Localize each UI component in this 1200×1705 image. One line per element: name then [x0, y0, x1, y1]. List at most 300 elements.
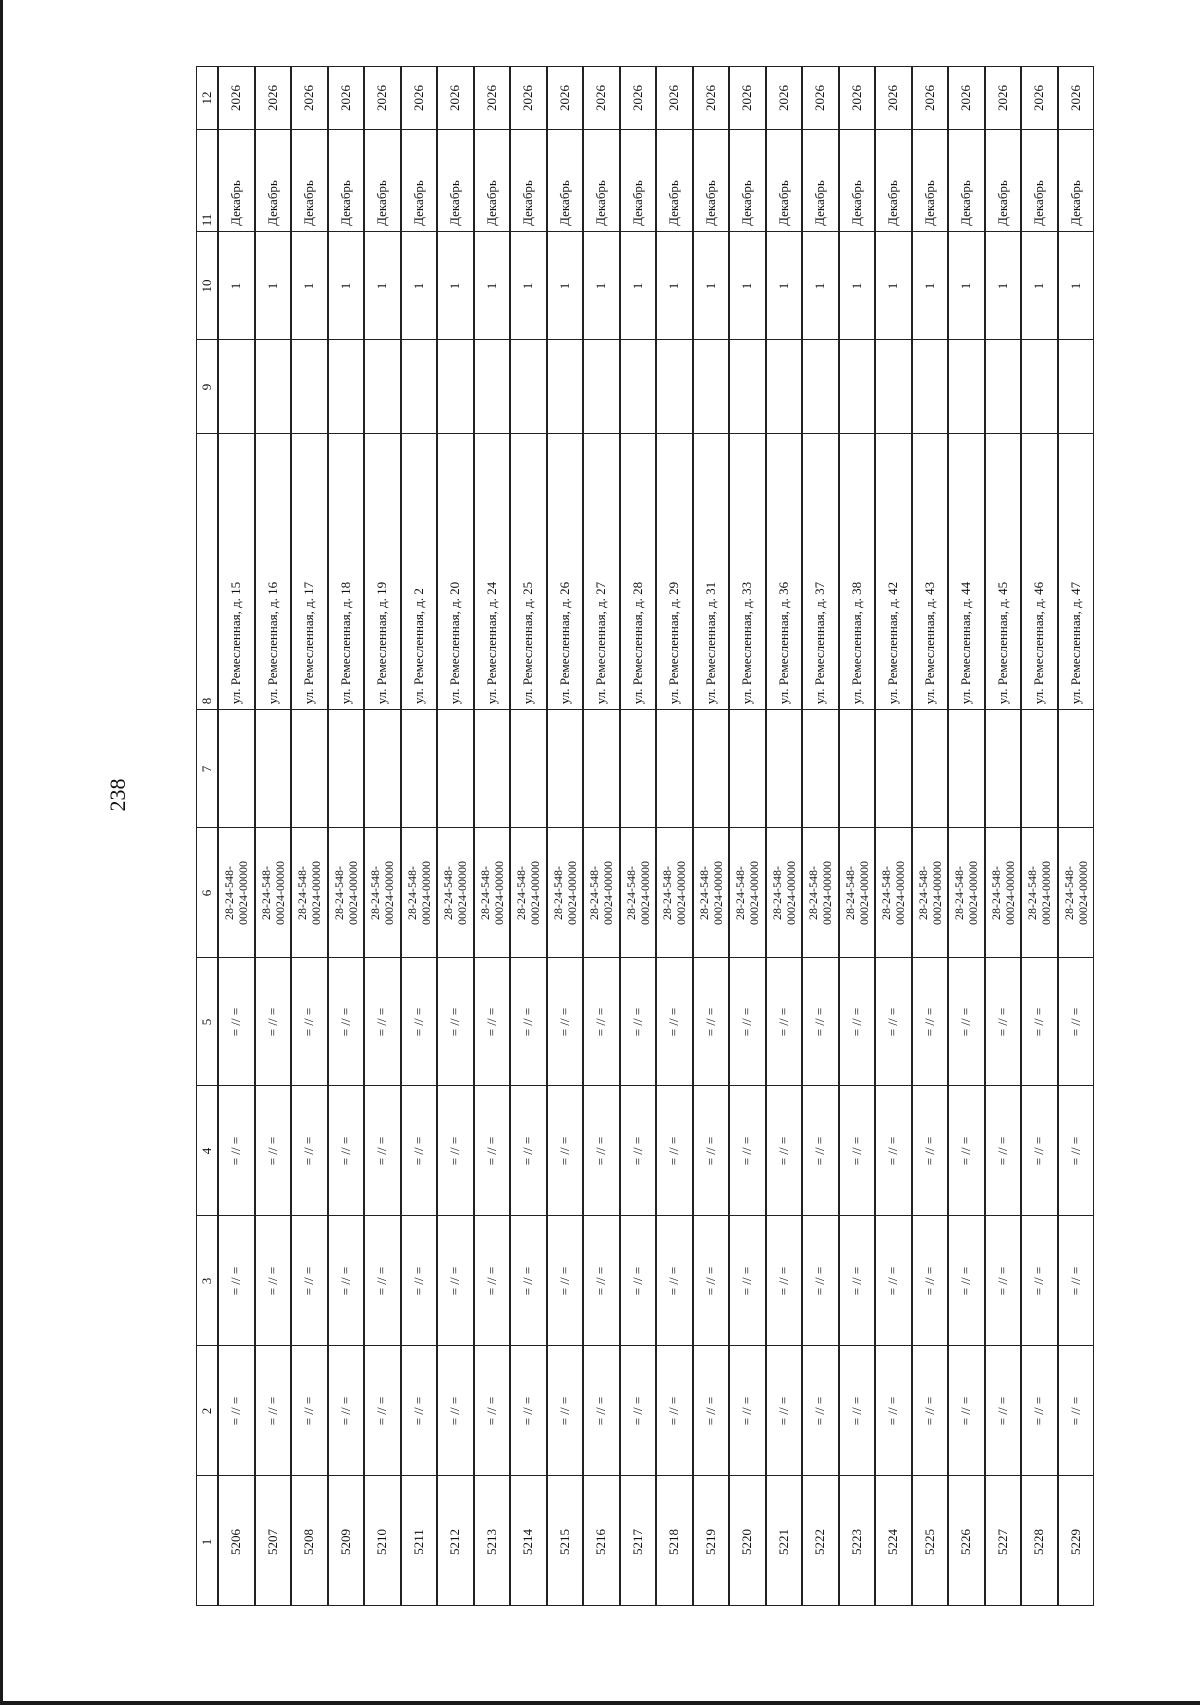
cell-text: 5225	[921, 1528, 937, 1555]
table-cell	[803, 129, 838, 231]
cell-text: Декабрь	[702, 180, 718, 226]
cell-text: = // =	[447, 1007, 463, 1036]
cell-text: = // =	[702, 1136, 718, 1165]
table-cell	[1059, 433, 1094, 709]
cell-text: 5216	[593, 1528, 609, 1555]
table-cell	[584, 827, 619, 957]
cell-text: = // =	[702, 1396, 718, 1425]
table-row	[693, 66, 730, 1606]
cell-text: 5226	[958, 1528, 974, 1555]
table-cell	[219, 709, 254, 827]
table-cell	[438, 957, 473, 1085]
table-cell	[840, 339, 875, 433]
table-cell	[438, 827, 473, 957]
table-cell	[949, 827, 984, 957]
cell-text: ул. Ремесленная, д. 33	[739, 581, 755, 705]
table-cell	[621, 433, 656, 709]
table-cell	[292, 67, 327, 129]
table-cell	[730, 339, 765, 433]
table-cell	[949, 957, 984, 1085]
table-cell	[730, 67, 765, 129]
cell-text: 28-24-548- 00024-00000	[404, 860, 433, 925]
table-cell	[876, 957, 911, 1085]
cell-text: = // =	[374, 1266, 390, 1295]
cell-text: 2026	[702, 85, 718, 111]
table-cell	[365, 231, 400, 339]
table-cell	[657, 1085, 692, 1215]
table-cell	[657, 129, 692, 231]
table-row	[839, 66, 876, 1606]
table-cell	[402, 1345, 437, 1475]
cell-text: 10	[199, 279, 214, 292]
table-cell	[1059, 339, 1094, 433]
cell-text: Декабрь	[301, 180, 317, 226]
table-cell	[219, 827, 254, 957]
table-cell	[1022, 1475, 1057, 1607]
table-cell	[475, 1475, 510, 1607]
table-cell	[876, 129, 911, 231]
table-cell	[694, 67, 729, 129]
table-cell	[840, 1085, 875, 1215]
table-row	[948, 66, 985, 1606]
cell-text: 1	[556, 282, 572, 289]
cell-text: = // =	[556, 1396, 572, 1425]
cell-text: 4	[199, 1147, 214, 1154]
header-cell	[197, 339, 217, 433]
header-cell	[197, 67, 217, 129]
cell-text: 28-24-548- 00024-00000	[514, 860, 543, 925]
table-cell	[730, 1085, 765, 1215]
table-cell	[767, 1085, 802, 1215]
cell-text: = // =	[1031, 1136, 1047, 1165]
table-cell	[876, 827, 911, 957]
cell-text: 5	[199, 1018, 214, 1025]
cell-text: = // =	[921, 1266, 937, 1295]
cell-text: = // =	[483, 1396, 499, 1425]
table-cell	[292, 827, 327, 957]
table-cell	[694, 957, 729, 1085]
cell-text: 1	[994, 282, 1010, 289]
table-cell	[803, 957, 838, 1085]
table-cell	[475, 827, 510, 957]
table-cell	[511, 339, 546, 433]
table-cell	[329, 433, 364, 709]
table-cell	[511, 709, 546, 827]
header-cell	[197, 1085, 217, 1215]
cell-text: 2026	[556, 85, 572, 111]
table-cell	[1059, 957, 1094, 1085]
table-cell	[548, 957, 583, 1085]
table-cell	[402, 67, 437, 129]
cell-text: ул. Ремесленная, д. 42	[885, 581, 901, 705]
cell-text: 1	[848, 282, 864, 289]
cell-text: 1	[885, 282, 901, 289]
table-cell	[548, 1475, 583, 1607]
table-row	[437, 66, 474, 1606]
cell-text: 2026	[666, 85, 682, 111]
table-cell	[694, 1475, 729, 1607]
cell-text: 1	[301, 282, 317, 289]
table-row	[802, 66, 839, 1606]
cell-text: 1	[593, 282, 609, 289]
cell-text: = // =	[410, 1007, 426, 1036]
scan-edge-left	[0, 0, 3, 1705]
table-cell	[876, 1215, 911, 1345]
table-cell	[657, 827, 692, 957]
header-cell	[197, 433, 217, 709]
cell-text: = // =	[410, 1136, 426, 1165]
cell-text: 1	[629, 282, 645, 289]
table-cell	[475, 1085, 510, 1215]
table-cell	[475, 1345, 510, 1475]
cell-text: 2026	[921, 85, 937, 111]
cell-text: = // =	[994, 1266, 1010, 1295]
cell-text: = // =	[1031, 1266, 1047, 1295]
table-cell	[365, 1475, 400, 1607]
cell-text: 2026	[410, 85, 426, 111]
table-cell	[1022, 129, 1057, 231]
table-cell	[292, 957, 327, 1085]
table-cell	[949, 1215, 984, 1345]
cell-text: 28-24-548- 00024-00000	[587, 860, 616, 925]
cell-text: = // =	[337, 1136, 353, 1165]
table-cell	[876, 433, 911, 709]
table-cell	[1022, 339, 1057, 433]
table-cell	[548, 231, 583, 339]
table-cell	[657, 1475, 692, 1607]
cell-text: = // =	[1067, 1266, 1083, 1295]
cell-text: = // =	[812, 1266, 828, 1295]
cell-text: = // =	[337, 1266, 353, 1295]
table-cell	[219, 129, 254, 231]
table-cell	[876, 1475, 911, 1607]
cell-text: 1	[264, 282, 280, 289]
table-cell	[730, 231, 765, 339]
cell-text: 28-24-548- 00024-00000	[477, 860, 506, 925]
cell-text: = // =	[228, 1396, 244, 1425]
table-cell	[913, 67, 948, 129]
table-cell	[365, 709, 400, 827]
cell-text: = // =	[228, 1266, 244, 1295]
table-cell	[365, 957, 400, 1085]
cell-text: ул. Ремесленная, д. 15	[228, 581, 244, 705]
cell-text: Декабрь	[447, 180, 463, 226]
table-cell	[767, 957, 802, 1085]
table-cell	[584, 1475, 619, 1607]
table-cell	[1059, 1215, 1094, 1345]
table-cell	[767, 709, 802, 827]
table-cell	[365, 827, 400, 957]
cell-text: ул. Ремесленная, д. 44	[958, 581, 974, 705]
table-cell	[840, 827, 875, 957]
cell-text: 6	[199, 889, 214, 896]
cell-text: 28-24-548- 00024-00000	[441, 860, 470, 925]
table-row	[291, 66, 328, 1606]
table-cell	[511, 1215, 546, 1345]
table-cell	[730, 709, 765, 827]
table-cell	[329, 957, 364, 1085]
table-cell	[767, 1215, 802, 1345]
table-cell	[913, 1345, 948, 1475]
table-cell	[949, 1475, 984, 1607]
header-cell	[197, 827, 217, 957]
cell-text: 2026	[775, 85, 791, 111]
cell-text: 5215	[556, 1528, 572, 1555]
cell-text: = // =	[556, 1007, 572, 1036]
cell-text: 1	[921, 282, 937, 289]
table-cell	[694, 231, 729, 339]
cell-text: 1	[447, 282, 463, 289]
table-cell	[694, 339, 729, 433]
table-cell	[365, 1085, 400, 1215]
table-cell	[548, 67, 583, 129]
cell-text: 5217	[629, 1528, 645, 1555]
table-cell	[548, 1085, 583, 1215]
table-cell	[292, 1215, 327, 1345]
cell-text: ул. Ремесленная, д. 43	[921, 581, 937, 705]
cell-text: = // =	[337, 1396, 353, 1425]
cell-text: ул. Ремесленная, д. 25	[520, 581, 536, 705]
table-cell	[621, 827, 656, 957]
table-cell	[694, 433, 729, 709]
table-cell	[621, 129, 656, 231]
table-body	[196, 66, 1096, 1606]
table-cell	[548, 339, 583, 433]
cell-text: 1	[702, 282, 718, 289]
cell-text: = // =	[301, 1136, 317, 1165]
table-cell	[657, 339, 692, 433]
cell-text: = // =	[374, 1136, 390, 1165]
cell-text: = // =	[921, 1136, 937, 1165]
table-cell	[840, 1345, 875, 1475]
cell-text: ул. Ремесленная, д. 36	[775, 581, 791, 705]
table-cell	[329, 67, 364, 129]
table-cell	[913, 1215, 948, 1345]
cell-text: 2026	[629, 85, 645, 111]
table-cell	[657, 1215, 692, 1345]
table-cell	[767, 1345, 802, 1475]
table-cell	[511, 957, 546, 1085]
table-cell	[803, 339, 838, 433]
table-cell	[548, 1345, 583, 1475]
header-cell	[197, 709, 217, 827]
table-cell	[767, 67, 802, 129]
table-cell	[511, 129, 546, 231]
cell-text: 2026	[228, 85, 244, 111]
cell-text: = // =	[994, 1136, 1010, 1165]
cell-text: = // =	[885, 1396, 901, 1425]
cell-text: 2026	[264, 85, 280, 111]
cell-text: 2026	[447, 85, 463, 111]
cell-text: = // =	[702, 1266, 718, 1295]
cell-text: 12	[199, 91, 214, 105]
table-cell	[730, 433, 765, 709]
cell-text: Декабрь	[666, 180, 682, 226]
table-cell	[657, 1345, 692, 1475]
table-cell	[511, 433, 546, 709]
table-cell	[840, 957, 875, 1085]
table-cell	[475, 957, 510, 1085]
table-cell	[876, 1085, 911, 1215]
cell-text: 1	[228, 282, 244, 289]
cell-text: = // =	[812, 1007, 828, 1036]
table-row	[985, 66, 1022, 1606]
cell-text: Декабрь	[1067, 180, 1083, 226]
table-cell	[402, 1085, 437, 1215]
table-cell	[292, 1475, 327, 1607]
cell-text: ул. Ремесленная, д. 27	[593, 581, 609, 705]
table-cell	[548, 709, 583, 827]
cell-text: ул. Ремесленная, д. 18	[337, 581, 353, 705]
cell-text: = // =	[885, 1266, 901, 1295]
cell-text: = // =	[666, 1136, 682, 1165]
table-cell	[548, 1215, 583, 1345]
header-cell	[197, 1215, 217, 1345]
cell-text: = // =	[629, 1266, 645, 1295]
cell-text: = // =	[885, 1136, 901, 1165]
cell-text: 28-24-548- 00024-00000	[1025, 860, 1054, 925]
table-cell	[621, 67, 656, 129]
cell-text: = // =	[629, 1136, 645, 1165]
table-cell	[949, 339, 984, 433]
cell-text: 5214	[520, 1528, 536, 1555]
table-cell	[730, 1215, 765, 1345]
cell-text: = // =	[264, 1396, 280, 1425]
table-row	[583, 66, 620, 1606]
table-cell	[511, 1475, 546, 1607]
table-cell	[621, 231, 656, 339]
table-cell	[438, 1085, 473, 1215]
table-cell	[511, 1345, 546, 1475]
table-cell	[584, 433, 619, 709]
cell-text: 2026	[848, 85, 864, 111]
table-cell	[986, 231, 1021, 339]
cell-text: = // =	[301, 1396, 317, 1425]
cell-text: = // =	[629, 1007, 645, 1036]
cell-text: 5224	[885, 1528, 901, 1555]
cell-text: 2026	[958, 85, 974, 111]
cell-text: Декабрь	[556, 180, 572, 226]
table-cell	[584, 339, 619, 433]
table-cell	[657, 957, 692, 1085]
header-cell	[197, 957, 217, 1085]
table-cell	[402, 1215, 437, 1345]
table-cell	[876, 1345, 911, 1475]
table-cell	[219, 433, 254, 709]
table-cell	[256, 231, 291, 339]
table-cell	[256, 1215, 291, 1345]
table-row	[912, 66, 949, 1606]
cell-text: = // =	[775, 1396, 791, 1425]
cell-text: Декабрь	[374, 180, 390, 226]
cell-text: = // =	[739, 1136, 755, 1165]
cell-text: 28-24-548- 00024-00000	[295, 860, 324, 925]
cell-text: = // =	[994, 1396, 1010, 1425]
table-row	[255, 66, 292, 1606]
table-cell	[438, 709, 473, 827]
table-cell	[292, 433, 327, 709]
cell-text: = // =	[812, 1136, 828, 1165]
table-cell	[365, 1215, 400, 1345]
cell-text: ул. Ремесленная, д. 46	[1031, 581, 1047, 705]
cell-text: 5221	[775, 1528, 791, 1555]
cell-text: = // =	[228, 1007, 244, 1036]
cell-text: = // =	[520, 1007, 536, 1036]
cell-text: Декабрь	[593, 180, 609, 226]
cell-text: 1	[1067, 282, 1083, 289]
cell-text: Декабрь	[483, 180, 499, 226]
cell-text: = // =	[447, 1396, 463, 1425]
table-row	[401, 66, 438, 1606]
cell-text: ул. Ремесленная, д. 20	[447, 581, 463, 705]
cell-text: 28-24-548- 00024-00000	[331, 860, 360, 925]
table-cell	[621, 957, 656, 1085]
cell-text: 11	[199, 213, 214, 226]
table-cell	[767, 129, 802, 231]
scan-edge-bottom	[0, 1701, 1200, 1705]
cell-text: Декабрь	[812, 180, 828, 226]
table-cell	[256, 1345, 291, 1475]
cell-text: 2026	[812, 85, 828, 111]
table-cell	[621, 339, 656, 433]
table-cell	[256, 827, 291, 957]
table-cell	[365, 67, 400, 129]
table-cell	[292, 1085, 327, 1215]
table-cell	[256, 339, 291, 433]
table-cell	[475, 129, 510, 231]
cell-text: 2026	[739, 85, 755, 111]
cell-text: 1	[1031, 282, 1047, 289]
cell-text: 28-24-548- 00024-00000	[222, 860, 251, 925]
cell-text: 3	[199, 1277, 214, 1284]
table-cell	[767, 339, 802, 433]
table-cell	[913, 433, 948, 709]
cell-text: 2	[199, 1407, 214, 1414]
table-cell	[657, 433, 692, 709]
table-cell	[438, 129, 473, 231]
table-cell	[329, 1215, 364, 1345]
cell-text: 2026	[994, 85, 1010, 111]
cell-text: 5209	[337, 1528, 353, 1555]
table-cell	[548, 129, 583, 231]
table-cell	[438, 1345, 473, 1475]
cell-text: Декабрь	[885, 180, 901, 226]
table-cell	[949, 709, 984, 827]
header-cell	[197, 129, 217, 231]
table-cell	[621, 1215, 656, 1345]
table-cell	[986, 339, 1021, 433]
table-cell	[803, 1475, 838, 1607]
table-cell	[511, 827, 546, 957]
table-cell	[1022, 709, 1057, 827]
table-cell	[402, 709, 437, 827]
table-cell	[329, 1085, 364, 1215]
cell-text: = // =	[775, 1007, 791, 1036]
cell-text: ул. Ремесленная, д. 31	[702, 581, 718, 705]
cell-text: 5208	[301, 1528, 317, 1555]
table-cell	[730, 1345, 765, 1475]
table-cell	[584, 1345, 619, 1475]
table-row	[729, 66, 766, 1606]
cell-text: = // =	[556, 1266, 572, 1295]
cell-text: 5223	[848, 1528, 864, 1555]
cell-text: Декабрь	[921, 180, 937, 226]
table-cell	[219, 1085, 254, 1215]
table-cell	[329, 1345, 364, 1475]
table-cell	[840, 129, 875, 231]
cell-text: = // =	[593, 1007, 609, 1036]
cell-text: = // =	[264, 1136, 280, 1165]
